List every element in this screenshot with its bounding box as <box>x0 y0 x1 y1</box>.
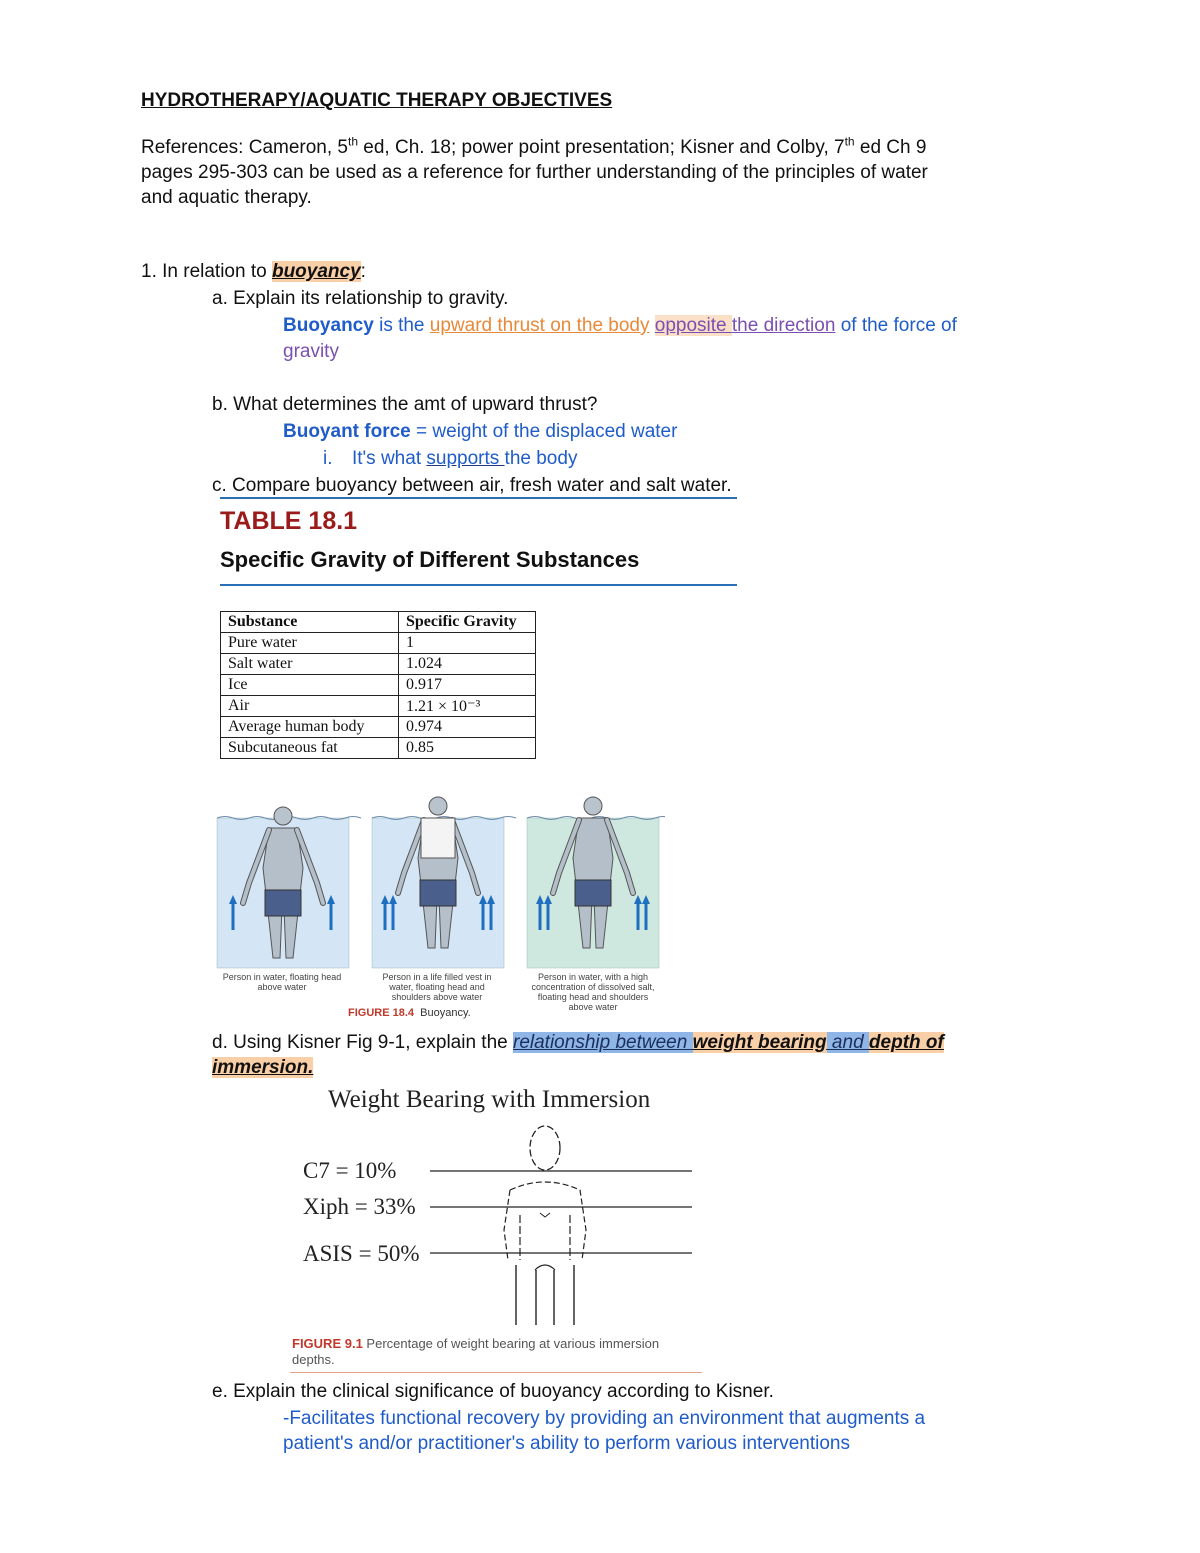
table-label: TABLE 18.1 <box>220 507 358 535</box>
references-text-b: ed, Ch. 18; power point presentation; Kisner and Colby, 7 <box>358 137 845 158</box>
relationship-between-text: relationship between <box>513 1032 693 1053</box>
references-text-c: ed Ch 9 <box>854 137 927 158</box>
figure-18-4-text: Buoyancy. <box>420 1007 471 1019</box>
page-title: HYDROTHERAPY/AQUATIC THERAPY OBJECTIVES <box>141 90 613 111</box>
question-1-suffix: : <box>360 261 366 282</box>
question-d-line-1 <box>212 1030 944 1055</box>
divider-rule <box>220 497 737 499</box>
answer-a-opposite: opposite <box>654 315 732 336</box>
question-d-text: d. Using Kisner Fig 9-1, explain the <box>212 1032 513 1053</box>
table-cell: Pure water <box>221 633 399 654</box>
answer-b-buoyant-force: Buoyant force <box>283 421 411 442</box>
weight-bearing-text: weight bearing <box>692 1032 827 1053</box>
answer-b-sub-a: It's what <box>352 448 427 469</box>
table-row <box>221 696 536 717</box>
table-header-row <box>221 612 536 633</box>
answer-a-line-1 <box>283 313 957 338</box>
figure-9-1-caption-line-2: depths. <box>292 1352 335 1367</box>
answer-a-force: of the force of <box>835 315 957 336</box>
references-text-a: References: Cameron, 5 <box>141 137 348 158</box>
figure-9-1-caption-line-1 <box>292 1336 659 1351</box>
level-c7: C7 = 10% <box>303 1158 397 1183</box>
question-1 <box>141 259 366 284</box>
question-e: e. Explain the clinical significance of buoyancy according to Kisner. <box>212 1381 774 1402</box>
answer-a-buoyancy: Buoyancy <box>283 315 374 336</box>
question-b: b. What determines the amt of upward thrust? <box>212 394 598 415</box>
answer-b-supports: supports <box>426 448 505 469</box>
question-a: a. Explain its relationship to gravity. <box>212 288 509 309</box>
table-cell: Salt water <box>221 654 399 675</box>
answer-e-line-1: -Facilitates functional recovery by providing an environment that augments a <box>283 1408 926 1429</box>
answer-b-sub-number: i. <box>323 448 333 469</box>
panel-caption-1: Person in water, floating head above water <box>222 972 342 992</box>
immersion-text: immersion. <box>212 1057 314 1078</box>
table-row <box>221 654 536 675</box>
table-row <box>221 633 536 654</box>
panel-caption-3: Person in water, with a high concentration of dissolved salt, floating head and shoulders above water <box>531 972 655 1012</box>
table-row <box>221 717 536 738</box>
superscript-th: th <box>348 134 359 149</box>
answer-a-space <box>650 315 655 336</box>
figure-18-4-label: FIGURE 18.4 <box>348 1007 415 1019</box>
figure-9-1-rule <box>290 1372 702 1373</box>
answer-e-line-2: patient's and/or practitioner's ability to perform various interventions <box>283 1433 850 1454</box>
answer-b-sub-c: the body <box>504 448 578 469</box>
question-c: c. Compare buoyancy between air, fresh water and salt water. <box>212 475 732 496</box>
references-line-3: and aquatic therapy. <box>141 187 312 208</box>
table-cell: 1.024 <box>399 654 536 675</box>
figure-18-4-caption <box>348 1007 471 1019</box>
answer-b-sub <box>352 446 577 471</box>
specific-gravity-table <box>220 611 536 759</box>
answer-a-direction: the direction <box>731 315 836 336</box>
table-cell: Ice <box>221 675 399 696</box>
figure-9-1-label: FIGURE 9.1 <box>292 1336 363 1351</box>
buoyancy-figure <box>215 780 665 980</box>
table-row <box>221 675 536 696</box>
table-cell: 0.974 <box>399 717 536 738</box>
panel-caption-2: Person in a life filled vest in water, floating head and shoulders above water <box>382 972 492 1002</box>
table-cell: 0.85 <box>399 738 536 759</box>
panel-life-vest <box>372 797 516 968</box>
table-title-rule <box>220 584 737 586</box>
immersion-body-diagram <box>290 1120 710 1330</box>
header-substance: Substance <box>221 612 399 633</box>
level-asis: ASIS = 50% <box>303 1241 420 1266</box>
references-line-1 <box>141 135 926 160</box>
panel-fresh-water <box>217 807 361 968</box>
answer-a-upward-thrust: upward thrust on the body <box>429 315 650 336</box>
panel-salt-water <box>527 797 665 968</box>
level-xiph: Xiph = 33% <box>303 1194 416 1219</box>
table-cell: Air <box>221 696 399 717</box>
figure-9-1-text: Percentage of weight bearing at various immersion <box>366 1336 660 1351</box>
table-title: Specific Gravity of Different Substances <box>220 547 640 572</box>
table-cell: Subcutaneous fat <box>221 738 399 759</box>
answer-a-text: is the <box>373 315 430 336</box>
header-specific-gravity: Specific Gravity <box>399 612 536 633</box>
table-cell: Average human body <box>221 717 399 738</box>
buoyancy-keyword: buoyancy <box>271 261 361 282</box>
table-cell: 0.917 <box>399 675 536 696</box>
answer-b <box>283 419 677 444</box>
figure-9-1-title: Weight Bearing with Immersion <box>328 1086 651 1113</box>
superscript-th: th <box>844 134 855 149</box>
table-cell: 1 <box>399 633 536 654</box>
answer-a-line-2: gravity <box>283 341 339 362</box>
references-line-2: pages 295-303 can be used as a reference for further understanding of the principles of water <box>141 162 928 183</box>
question-d-line-2 <box>212 1055 313 1080</box>
answer-b-text: = weight of the displaced water <box>410 421 678 442</box>
table-row <box>221 738 536 759</box>
and-text: and <box>826 1032 869 1053</box>
question-1-prefix: 1. In relation to <box>141 261 272 282</box>
depth-of-text: depth of <box>868 1032 944 1053</box>
table-cell: 1.21 × 10⁻³ <box>399 696 536 717</box>
